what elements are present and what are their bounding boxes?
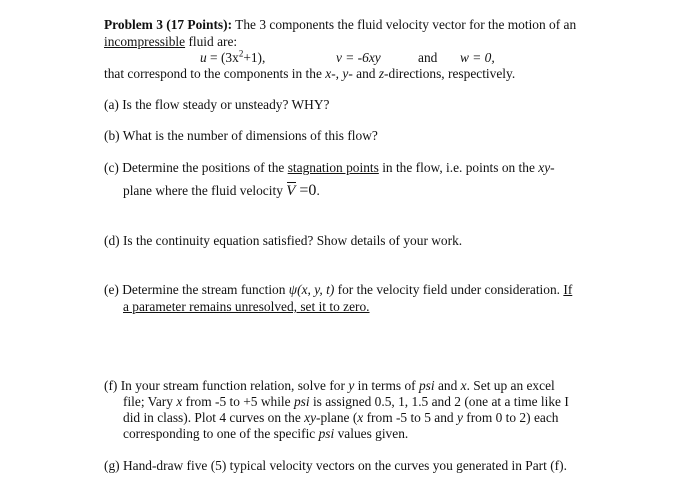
equation-v: v = -6xy [336,50,381,65]
part-c-line-1: (c) Determine the positions of the stagnation points in the flow, i.e. points on the xy- [104,160,555,175]
part-b: (b) What is the number of dimensions of this flow? [104,128,378,143]
velocity-vector-symbol: V [286,183,296,199]
equation-u: $u = (3x^2+1)$, [200,48,266,65]
part-f-line-2: file; Vary x from -5 to +5 while psi is assigned 0.5, 1, 1.5 and 2 (one at a time like I [123,394,569,409]
equation-and: and [418,50,438,65]
part-f-line-1: (f) In your stream function relation, solve for y in terms of psi and x. Set up an excel [104,378,555,393]
part-e-line-1: (e) Determine the stream function ψ(x, y, t) for the velocity field under consideration. If [104,282,573,297]
problem-intro-line-1 [104,17,576,33]
intro-text-1: The 3 components the fluid velocity vector for the motion of an [235,17,577,32]
part-a: (a) Is the flow steady or unsteady? WHY? [104,97,330,112]
part-f-line-3: did in class). Plot 4 curves on the xy-plane (x from -5 to 5 and y from 0 to 2) each [123,410,559,425]
equation-w: w = 0, [460,50,495,65]
stagnation-points-text: stagnation points [287,160,379,175]
stream-function-symbol: ψ(x, y, t) [288,282,335,297]
part-e-line-2: a parameter remains unresolved, set it to zero. [123,299,370,314]
intro-text-2: fluid are: [188,34,238,49]
part-f-line-4: corresponding to one of the specific psi values given. [123,426,409,441]
problem-intro-line-3: that correspond to the components in the x-, y- and z-directions, respectively. [104,66,516,81]
part-d: (d) Is the continuity equation satisfied? Show details of your work. [104,233,463,248]
problem-intro-line-2 [104,34,237,50]
part-g: (g) Hand-draw five (5) typical velocity vectors on the curves you generated in Part (f). [104,458,567,473]
incompressible-text: incompressible [104,34,186,49]
problem-title: Problem 3 (17 Points): [104,17,233,32]
part-c-line-2: plane where the fluid velocity V =0. [123,182,320,199]
